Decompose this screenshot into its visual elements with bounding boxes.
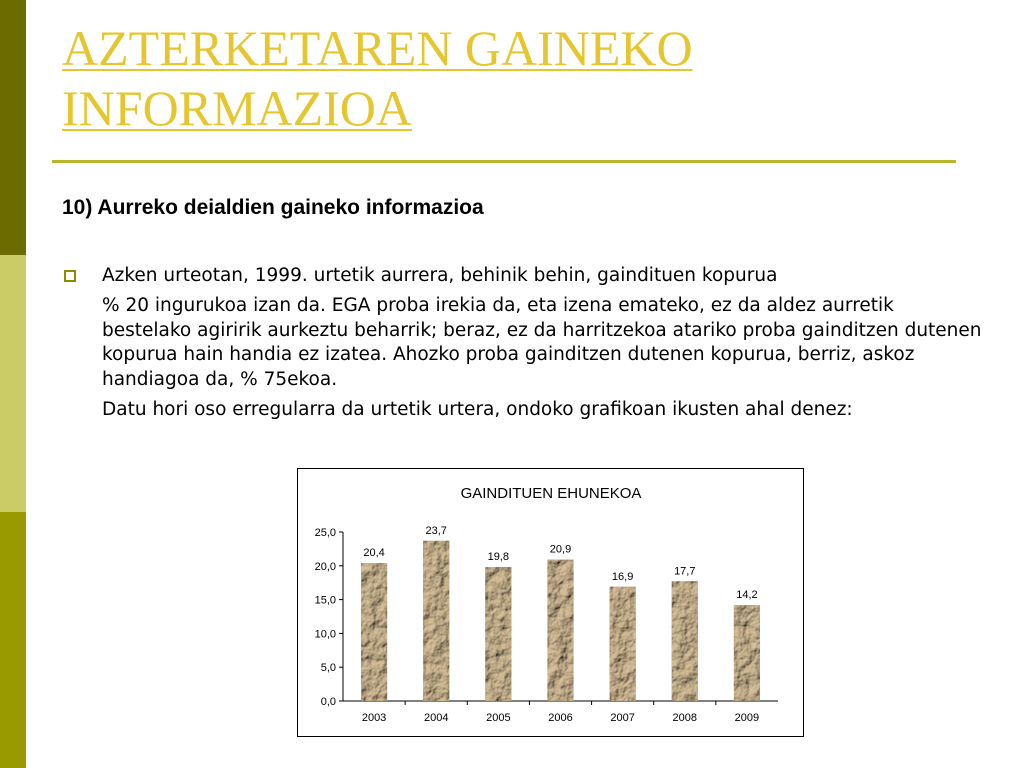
bar <box>361 563 387 701</box>
bar-chart <box>298 469 803 736</box>
bar <box>423 541 449 701</box>
x-tick-label: 2006 <box>548 712 573 724</box>
side-strip-bottom <box>0 512 26 768</box>
square-bullet-icon <box>64 270 76 282</box>
chart-frame <box>297 468 804 737</box>
bar-value-label: 23,7 <box>425 524 447 537</box>
side-strip-middle <box>0 255 26 512</box>
x-tick-label: 2003 <box>361 712 387 724</box>
title-divider <box>52 160 956 163</box>
y-tick-label: 0,0 <box>320 696 336 708</box>
bar <box>734 605 760 701</box>
bar <box>672 581 698 701</box>
bullet-paragraph-3: Datu hori oso erregularra da urtetik urtera, ondoko grafikoan ikusten ahal denez: <box>102 399 853 420</box>
chart-title: GAINDITUEN EHUNEKOA <box>460 485 642 502</box>
x-tick-label: 2008 <box>672 712 698 724</box>
bar-value-label: 19,8 <box>487 551 510 564</box>
x-tick-label: 2009 <box>734 712 760 724</box>
side-strip-top <box>0 0 26 255</box>
bar-value-label: 17,7 <box>674 565 696 578</box>
bar-value-label: 20,4 <box>363 547 385 560</box>
x-tick-label: 2004 <box>423 712 449 724</box>
y-tick-label: 20,0 <box>314 560 336 573</box>
bar <box>547 560 573 701</box>
bullet-paragraph-1: Azken urteotan, 1999. urtetik aurrera, behinik behin, gaindituen kopurua <box>102 265 778 286</box>
y-tick-label: 10,0 <box>314 628 336 641</box>
x-tick-label: 2005 <box>486 712 511 724</box>
y-tick-label: 25,0 <box>314 527 336 539</box>
y-tick-label: 5,0 <box>320 662 336 675</box>
bullet-paragraph-2: % 20 ingurukoa izan da. EGA proba irekia da, eta izena emateko, ez da aldez aurretik bestelako agiririk aurkeztu beharrik; beraz, ez da harritzekoa atariko proba gainditzen dutenen kopurua hain handia ez izatea. Ahozko proba gainditzen dutenen kopurua, berriz, askoz handiagoa da, % 75ekoa. <box>102 295 982 390</box>
bar <box>485 567 511 701</box>
bar-value-label: 14,2 <box>736 589 758 602</box>
x-tick-label: 2007 <box>610 712 635 724</box>
slide-title: AZTERKETAREN GAINEKO INFORMAZIOA <box>62 20 693 136</box>
section-heading: 10) Aurreko deialdien gaineko informazioa <box>62 196 484 219</box>
y-tick-label: 15,0 <box>314 594 336 607</box>
bar-value-label: 20,9 <box>549 543 572 556</box>
bar <box>610 587 636 701</box>
bar-value-label: 16,9 <box>611 570 634 583</box>
